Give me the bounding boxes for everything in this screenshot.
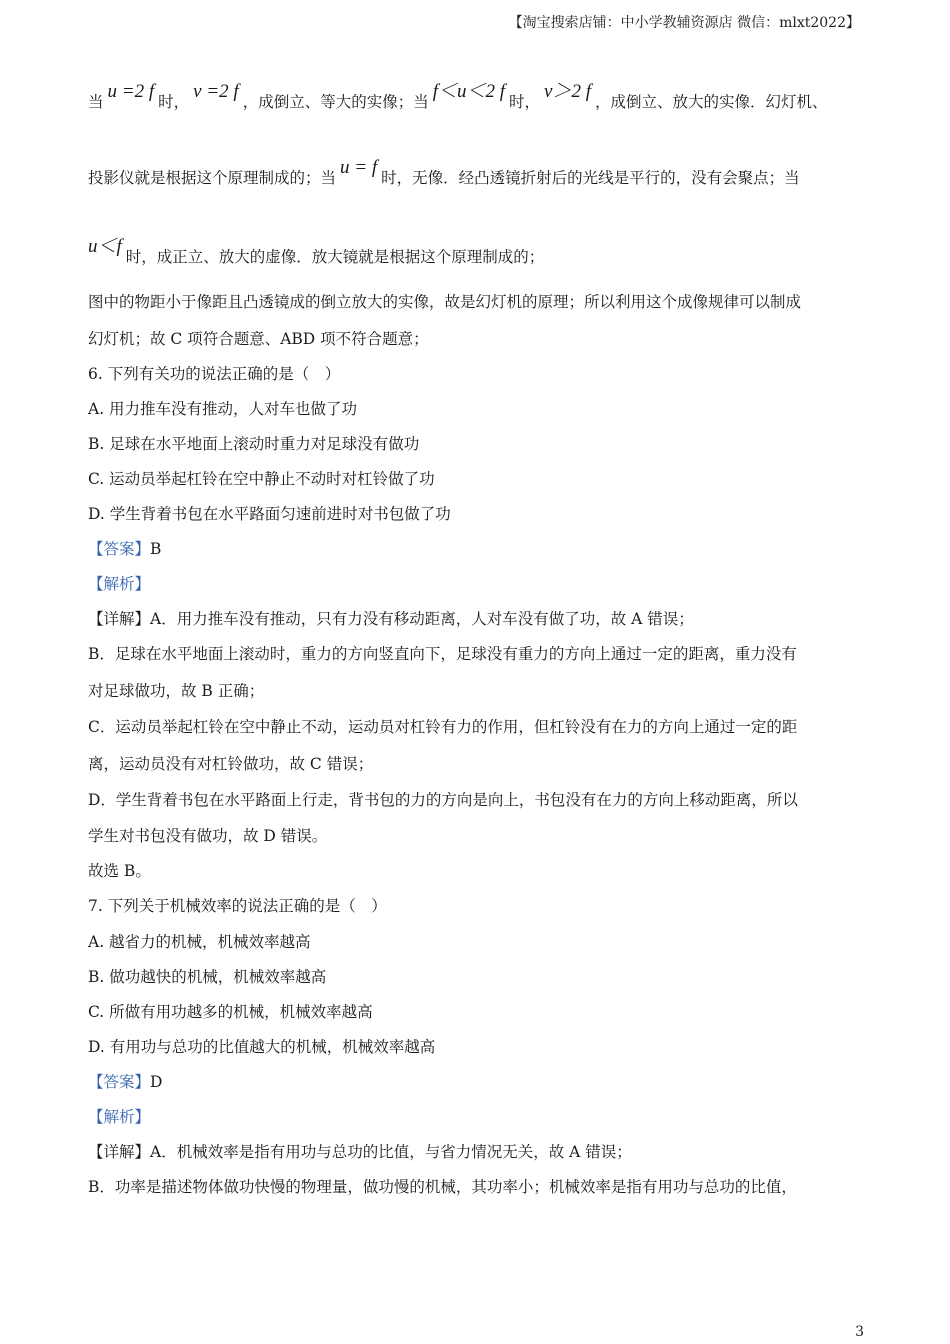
formula-f-u-2f: f＜u＜2 f xyxy=(432,81,506,102)
q6-detail-line-2: B．足球在水平地面上滚动时，重力的方向竖直向下，足球没有重力的方向上通过一定的距离，重力没有 xyxy=(88,645,797,663)
q6-detail-line-1: 【详解】A．用力推车没有推动，只有力没有移动距离，人对车没有做了功，故 A 错误； xyxy=(88,610,694,628)
q6-analysis-label: 【解析】 xyxy=(88,575,151,593)
formula-v-2f: v =2 f xyxy=(193,81,239,102)
formula-u-lt-f: u＜f xyxy=(88,236,122,257)
conclusion-line-1: 图中的物距小于像距且凸透镜成的倒立放大的实像，故是幻灯机的原理；所以利用这个成像规律可以制成 xyxy=(88,293,802,311)
page-number: 3 xyxy=(855,1324,864,1340)
answer-label: 【答案】 xyxy=(88,540,151,558)
q6-option-a: A. 用力推车没有推动，人对车也做了功 xyxy=(88,400,358,418)
conclusion-line-2: 幻灯机；故 C 项符合题意、ABD 项不符合题意； xyxy=(88,330,429,348)
q7-option-d: D. 有用功与总功的比值越大的机械，机械效率越高 xyxy=(88,1038,436,1056)
q6-detail-line-8: 故选 B。 xyxy=(88,862,151,880)
q7-detail-line-1: 【详解】A．机械效率是指有用功与总功的比值，与省力情况无关，故 A 错误； xyxy=(88,1143,632,1161)
q6-option-d: D. 学生背着书包在水平路面匀速前进时对书包做了功 xyxy=(88,505,451,523)
q6-detail-line-7: 学生对书包没有做功，故 D 错误。 xyxy=(88,827,328,845)
q7-stem: 7. 下列关于机械效率的说法正确的是（ ） xyxy=(88,897,387,915)
q6-option-b: B. 足球在水平地面上滚动时重力对足球没有做功 xyxy=(88,435,420,453)
q7-option-b: B. 做功越快的机械，机械效率越高 xyxy=(88,968,327,986)
q7-analysis-label: 【解析】 xyxy=(88,1108,151,1126)
answer-value: B xyxy=(150,540,162,558)
lens-rule-line-1: 当 u =2 f 时， v =2 f ，成倒立、等大的实像；当 f＜u＜2 f 时， v＞2 f ，成倒立、放大的实像．幻灯机、 xyxy=(88,81,828,111)
q6-detail-line-4: C．运动员举起杠铃在空中静止不动，运动员对杠铃有力的作用，但杠铃没有在力的方向上通过一定的距 xyxy=(88,718,798,736)
formula-v-gt-2f: v＞2 f xyxy=(544,81,591,102)
q7-detail-line-2: B．功率是描述物体做功快慢的物理量，做功慢的机械，其功率小；机械效率是指有用功与总功的比值， xyxy=(88,1178,797,1196)
q7-answer xyxy=(88,1070,162,1092)
q6-detail-line-6: D．学生背着书包在水平路面上行走，背书包的力的方向是向上，书包没有在力的方向上移动距离，所以 xyxy=(88,791,798,809)
q6-detail-line-3: 对足球做功，故 B 正确； xyxy=(88,682,265,700)
detail-label: 【详解】 xyxy=(88,1143,151,1161)
q6-detail-line-5: 离，运动员没有对杠铃做功，故 C 错误； xyxy=(88,755,374,773)
lens-rule-line-3: u＜f 时，成正立、放大的虚像．放大镜就是根据这个原理制成的； xyxy=(88,236,545,266)
q6-answer xyxy=(88,537,161,559)
detail-label: 【详解】 xyxy=(88,610,151,628)
answer-label: 【答案】 xyxy=(88,1073,151,1091)
q6-stem: 6. 下列有关功的说法正确的是（ ） xyxy=(88,365,341,383)
q7-option-c: C. 所做有用功越多的机械，机械效率越高 xyxy=(88,1003,373,1021)
formula-u-2f: u =2 f xyxy=(107,81,155,102)
q6-option-c: C. 运动员举起杠铃在空中静止不动时对杠铃做了功 xyxy=(88,470,435,488)
page-header: 【淘宝搜索店铺：中小学教辅资源店 微信：mlxt2022】 xyxy=(508,15,860,31)
answer-value: D xyxy=(150,1073,163,1091)
q7-option-a: A. 越省力的机械，机械效率越高 xyxy=(88,933,311,951)
lens-rule-line-2: 投影仪就是根据这个原理制成的；当 u = f 时，无像．经凸透镜折射后的光线是平行的，没有会聚点；当 xyxy=(88,157,800,187)
formula-u-f: u = f xyxy=(340,157,378,178)
